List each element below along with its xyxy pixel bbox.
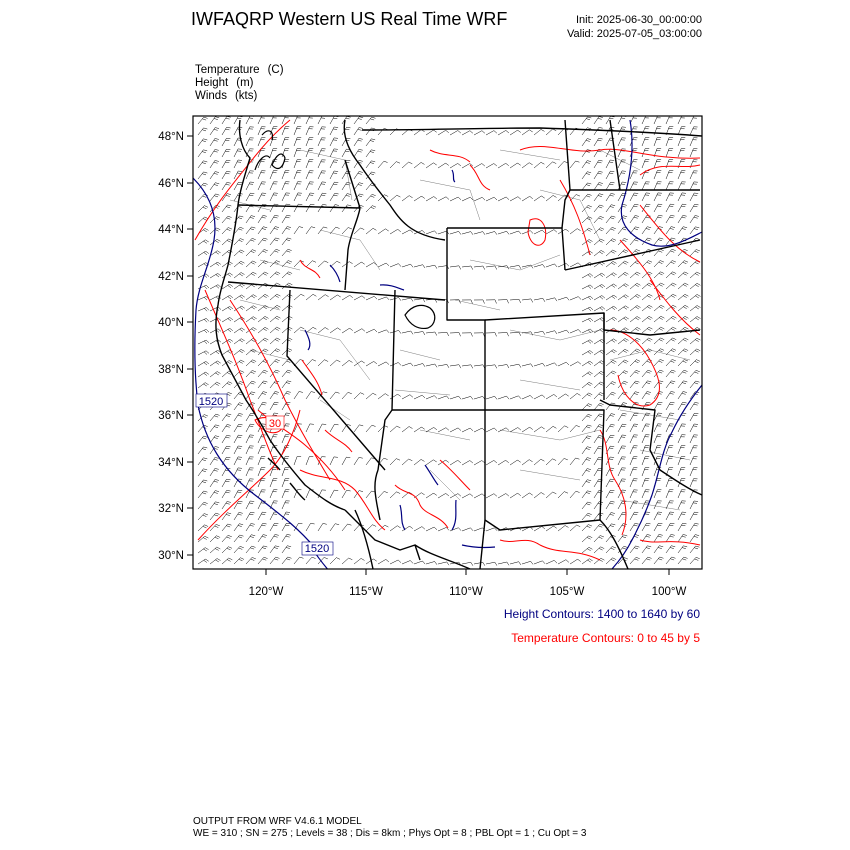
map-title: IWFAQRP Western US Real Time WRF xyxy=(191,9,508,29)
lon-label: 100°W xyxy=(651,586,687,598)
init-time: Init: 2025-06-30_00:00:00 xyxy=(576,14,702,26)
lat-label: 46°N xyxy=(158,178,184,190)
height-label-1520-south: 1520 xyxy=(304,543,330,555)
lat-label: 42°N xyxy=(158,271,184,283)
lat-label: 40°N xyxy=(158,317,184,329)
temperature-contours xyxy=(195,120,700,560)
model-config: WE = 310 ; SN = 275 ; Levels = 38 ; Dis = 8km ; Phys Opt = 8 ; PBL Opt = 1 ; Cu Opt = 3 xyxy=(193,828,587,839)
wind-barbs xyxy=(198,116,701,566)
lat-label: 32°N xyxy=(158,503,184,515)
height-legend: Height Contours: 1400 to 1640 by 60 xyxy=(503,607,700,621)
temperature-label-30: 30 xyxy=(268,418,282,430)
field-winds: Winds (kts) xyxy=(195,90,258,102)
lon-label: 120°W xyxy=(248,586,284,598)
longitude-axis xyxy=(249,569,687,598)
wind-barb-set xyxy=(198,116,701,566)
lat-label: 48°N xyxy=(158,131,184,143)
lon-label: 110°W xyxy=(449,586,483,598)
lon-label: 105°W xyxy=(549,586,585,598)
height-label-1520-west: 1520 xyxy=(198,396,224,408)
lat-label: 38°N xyxy=(158,364,184,376)
field-height: Height (m) xyxy=(195,77,254,89)
latitude-axis xyxy=(158,131,193,562)
lon-label: 115°W xyxy=(349,586,383,598)
height-contours xyxy=(193,120,702,572)
model-version: OUTPUT FROM WRF V4.6.1 MODEL xyxy=(193,816,362,827)
lat-label: 44°N xyxy=(158,224,184,236)
model-info xyxy=(193,816,586,840)
lat-label: 34°N xyxy=(158,457,184,469)
valid-time: Valid: 2025-07-05_03:00:00 xyxy=(567,28,702,40)
lat-label: 36°N xyxy=(158,410,184,422)
lat-label: 30°N xyxy=(158,550,184,562)
map-content xyxy=(193,116,702,572)
field-temperature: Temperature (C) xyxy=(195,64,284,76)
temperature-legend: Temperature Contours: 0 to 45 by 5 xyxy=(511,631,700,645)
